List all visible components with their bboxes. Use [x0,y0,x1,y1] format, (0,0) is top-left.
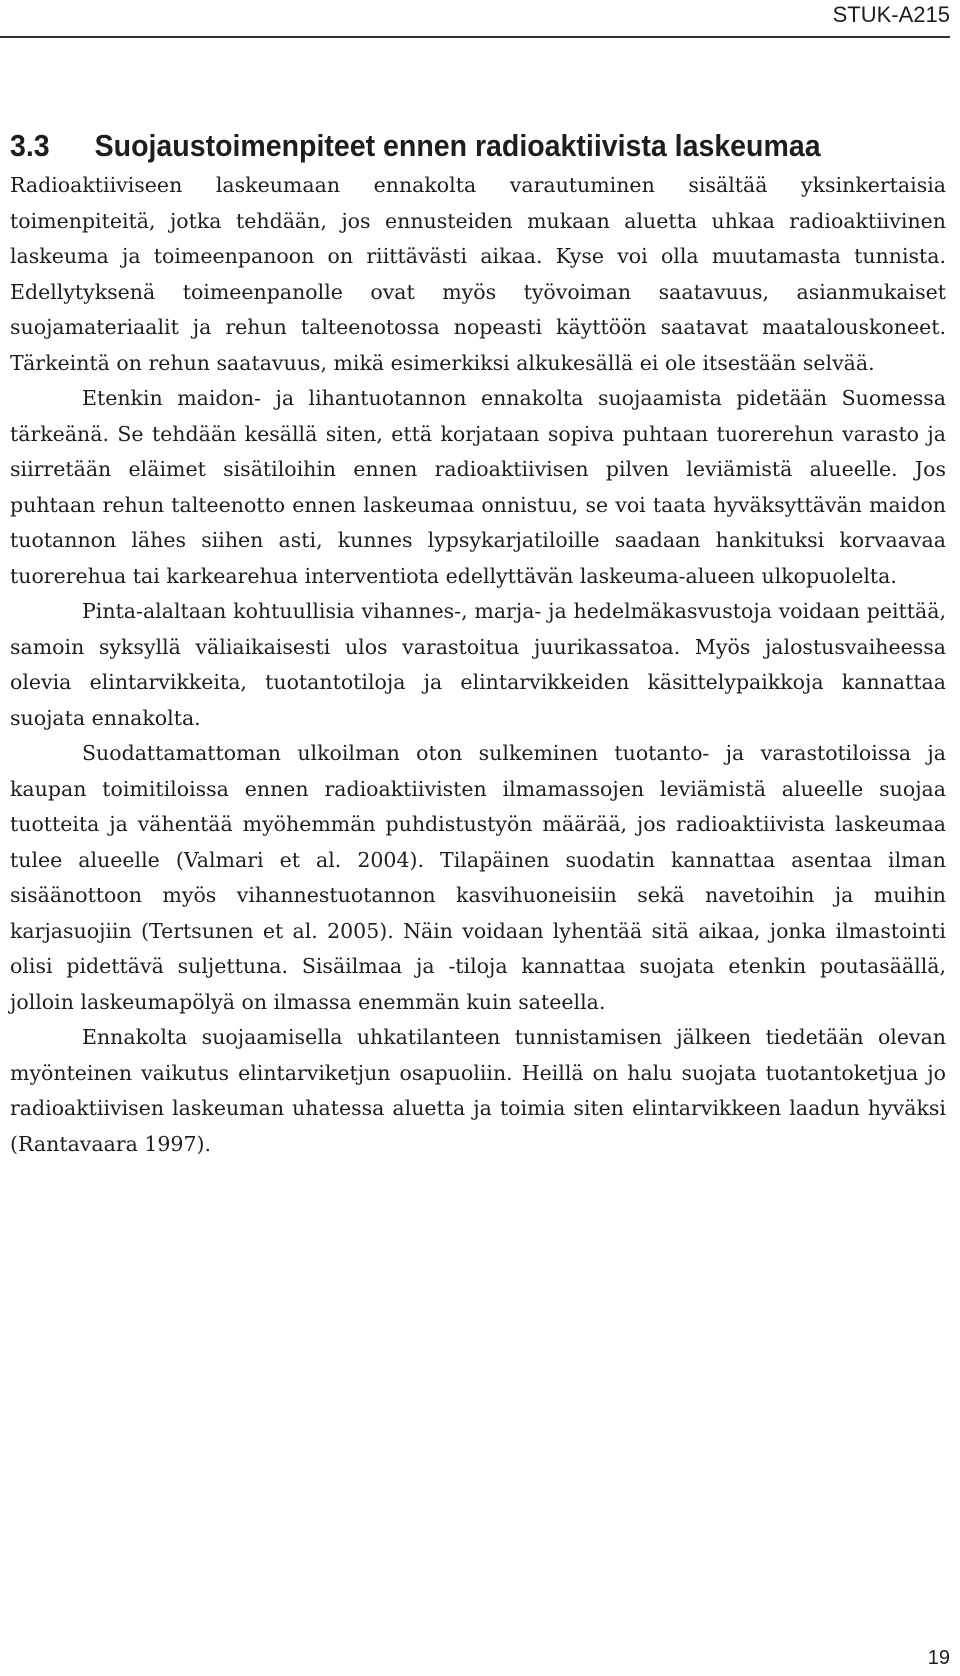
body-text [10,168,946,1162]
paragraph-2: Etenkin maidon- ja lihantuotannon ennakolta suojaamista pidetään Suomessa tärkeänä. Se tehdään kesällä siten, että korjataan sopiva puhtaan tuorerehun varasto ja siirretään eläimet sisätiloihin ennen radioaktiivisen pilven leviämistä alueelle. Jos puhtaan rehun talteenotto ennen laskeumaa onnistuu, se voi taata hyväksyttävän maidon tuotannon lähes siihen asti, kunnes lypsykarjatiloille saadaan hankituksi korvaavaa tuorerehua tai karkearehua interventiota edellyttävän laskeuma-alueen ulkopuolelta. [10,386,946,588]
section-heading [10,128,875,164]
running-header [0,0,950,38]
paragraph-3: Pinta-alaltaan kohtuullisia vihannes-, marja- ja hedelmäkasvustoja voidaan peittää, samoin syksyllä väliaikaisesti ulos varastoitua juurikassatoa. Myös jalostusvaiheessa olevia elintarvikkeita, tuotantotiloja ja elintarvikkeiden käsittelypaikkoja kannattaa suojata ennakolta. [10,599,946,730]
report-id: STUK-A215 [832,2,950,27]
section-title: Suojaustoimenpiteet ennen radioaktiivista laskeumaa [94,128,821,163]
paragraph-1: Radioaktiiviseen laskeumaan ennakolta varautuminen sisältää yksinkertaisia toimenpiteitä, jotka tehdään, jos ennusteiden mukaan aluetta uhkaa radioaktiivinen laskeuma ja toimeenpanoon on riittävästi aikaa. Kyse voi olla muutamasta tunnista. Edellytyksenä toimeenpanolle ovat myös työvoiman saatavuus, asianmukaiset suojamateriaalit ja rehun talteenotossa nopeasti käyttöön saatavat maatalouskoneet. Tärkeintä on rehun saatavuus, mikä esimerkiksi alkukesällä ei ole itsestään selvää. [10,173,946,375]
page-number: 19 [927,1647,950,1669]
paragraph-5: Ennakolta suojaamisella uhkatilanteen tunnistamisen jälkeen tiedetään olevan myönteinen vaikutus elintarviketjun osapuoliin. Heillä on halu suojata tuotantoketjua jo radioaktiivisen laskeuman uhatessa aluetta ja toimia siten elintarvikkeen laadun hyväksi (Rantavaara 1997). [10,1025,946,1156]
section-number: 3.3 [10,128,50,163]
paragraph-4: Suodattamattoman ulkoilman oton sulkeminen tuotanto- ja varastotiloissa ja kaupan toimitiloissa ennen radioaktiivisten ilmamassojen leviämistä alueelle suojaa tuotteita ja vähentää myöhemmän puhdistustyön määrää, jos radioaktiivista laskeumaa tulee alueelle (Valmari et al. 2004). Tilapäinen suodatin kannattaa asentaa ilman sisäänottoon myös vihannestuotannon kasvihuoneisiin sekä navetoihin ja muihin karjasuojiin (Tertsunen et al. 2005). Näin voidaan lyhentää sitä aikaa, jonka ilmastointi olisi pidettävä suljettuna. Sisäilmaa ja -tiloja kannattaa suojata etenkin poutasäällä, jolloin laskeumapölyä on ilmassa enemmän kuin sateella. [10,741,946,1014]
